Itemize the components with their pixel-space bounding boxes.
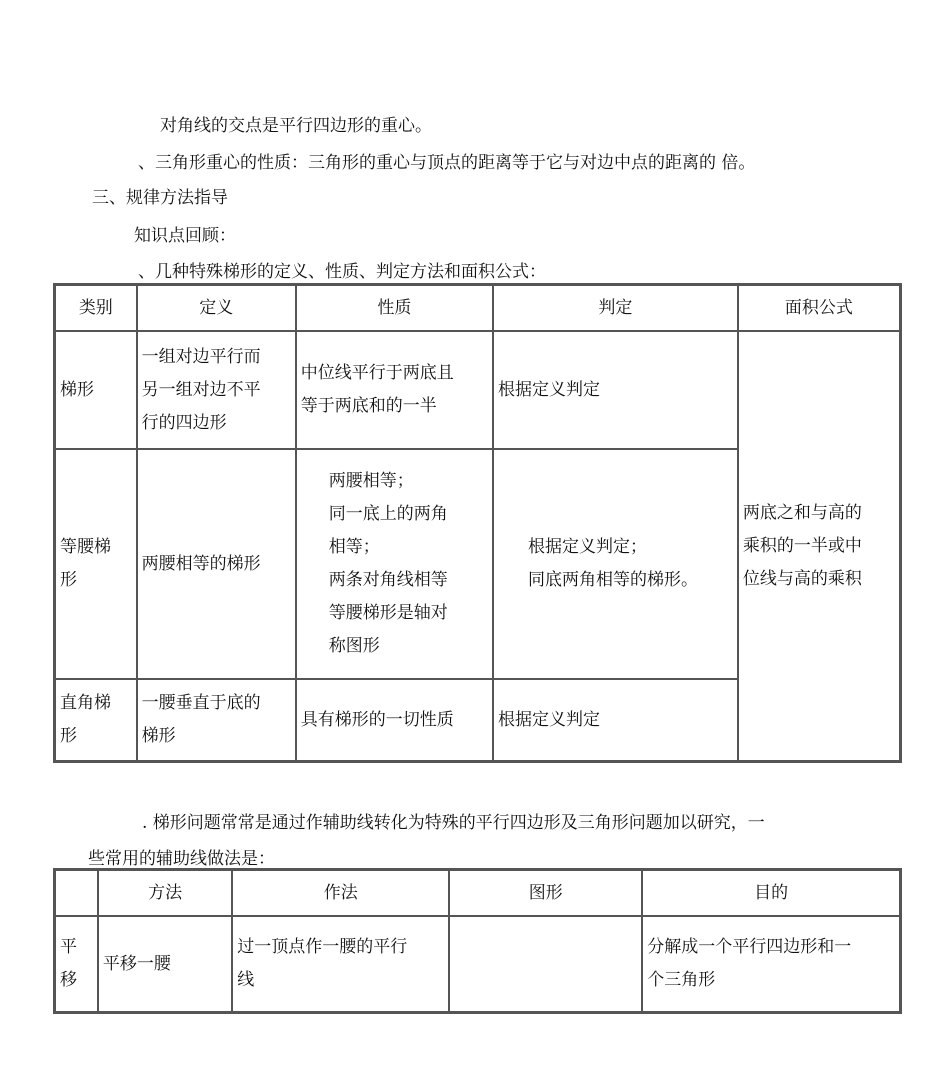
judgment-cell <box>493 449 738 679</box>
table-header-row <box>55 285 900 331</box>
property-cell <box>296 331 493 449</box>
table-row <box>55 916 900 1012</box>
header-cell: 类别 <box>55 285 137 331</box>
cell-line: 乘积的一半或中 <box>742 535 862 556</box>
cell-line: 根据定义判定 <box>497 709 600 730</box>
cell-line: 同底两角相等的梯形。 <box>527 570 698 590</box>
cell-line: 平 <box>60 937 77 957</box>
cell-line: 根据定义判定 <box>497 379 600 400</box>
cell-line: 一腰垂直于底的 <box>141 693 261 713</box>
cell-line: 等于两底和的一半 <box>300 396 437 416</box>
construction-cell <box>232 916 449 1012</box>
definition-cell <box>137 449 296 679</box>
definition-cell <box>137 679 296 761</box>
paragraph-6: . 梯形问题常常是通过作辅助线转化为特殊的平行四边形及三角形问题加以研究，一 <box>142 813 765 833</box>
cell-line: 根据定义判定； <box>527 537 647 557</box>
header-cell: 性质 <box>296 285 493 331</box>
cell-line: 直角梯 <box>60 693 111 713</box>
header-cell: 方法 <box>98 870 232 916</box>
property-cell <box>296 679 493 761</box>
paragraph-4: 知识点回顾： <box>134 226 236 246</box>
cell-line: 称图形 <box>328 636 380 656</box>
cell-line: 梯形 <box>141 726 176 746</box>
trapezoid-table <box>53 283 902 763</box>
header-cell: 面积公式 <box>738 285 900 331</box>
auxiliary-line-table <box>53 868 902 1014</box>
category-cell: 梯形 <box>55 331 137 449</box>
cell-line: 中位线平行于两底且 <box>300 363 454 383</box>
cell-line: 等腰梯 <box>60 537 111 557</box>
paragraph-7: 些常用的辅助线做法是： <box>88 849 275 869</box>
cell-line: 两腰相等的梯形 <box>141 553 261 574</box>
cell-line: 两腰相等； <box>328 471 414 491</box>
judgment-cell <box>493 679 738 761</box>
cell-line: 形 <box>60 726 77 746</box>
header-cell: 判定 <box>493 285 738 331</box>
table-header-row <box>55 870 900 916</box>
header-cell <box>55 870 98 916</box>
cell-line: 形 <box>60 570 77 590</box>
paragraph-1: 对角线的交点是平行四边形的重心。 <box>160 116 432 136</box>
header-cell: 作法 <box>232 870 449 916</box>
cell-line: 两条对角线相等 <box>328 570 448 590</box>
cell-line: 分解成一个平行四边形和一 <box>647 937 852 957</box>
definition-cell <box>137 331 296 449</box>
cell-line: 一组对边平行而 <box>141 346 261 367</box>
area-formula-cell <box>738 331 900 761</box>
table-row <box>55 331 900 449</box>
cell-line: 具有梯形的一切性质 <box>300 709 454 730</box>
header-cell: 目的 <box>642 870 900 916</box>
cell-line: 行的四边形 <box>141 412 227 433</box>
figure-cell <box>449 916 642 1012</box>
category-cell <box>55 449 137 679</box>
paragraph-2: 、三角形重心的性质：三角形的重心与顶点的距离等于它与对边中点的距离的 倍。 <box>138 153 756 173</box>
method-cell: 平移一腰 <box>98 916 232 1012</box>
cell-line: 过一顶点作一腰的平行 <box>237 937 408 957</box>
purpose-cell <box>642 916 900 1012</box>
cell-line: 另一组对边不平 <box>141 379 261 400</box>
type-cell <box>55 916 98 1012</box>
cell-line: 相等； <box>328 537 380 557</box>
property-cell <box>296 449 493 679</box>
cell-line: 位线与高的乘积 <box>742 568 862 589</box>
cell-line: 移 <box>60 970 77 990</box>
cell-line: 两底之和与高的 <box>742 502 862 523</box>
paragraph-5: 、几种特殊梯形的定义、性质、判定方法和面积公式： <box>138 262 546 282</box>
header-cell: 图形 <box>449 870 642 916</box>
cell-line: 个三角形 <box>647 970 716 990</box>
cell-line: 等腰梯形是轴对 <box>328 603 448 623</box>
category-cell <box>55 679 137 761</box>
header-cell: 定义 <box>137 285 296 331</box>
cell-line: 线 <box>237 970 255 990</box>
cell-line: 同一底上的两角 <box>328 504 448 524</box>
judgment-cell <box>493 331 738 449</box>
section-heading: 三、规律方法指导 <box>92 188 228 208</box>
